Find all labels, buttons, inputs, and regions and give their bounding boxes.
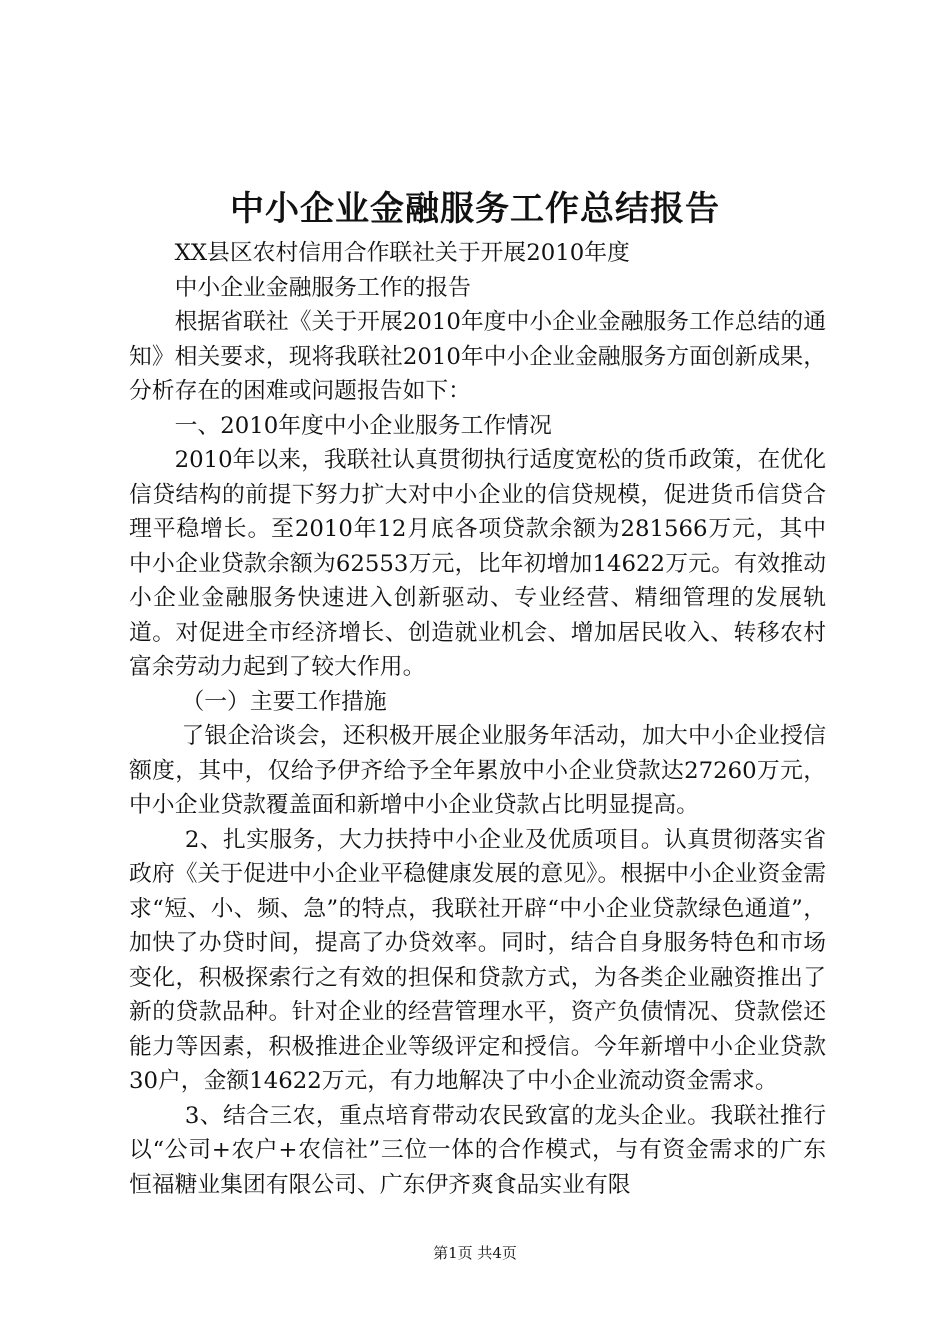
section-heading-1: 一、2010年度中小企业服务工作情况 xyxy=(174,412,552,439)
paragraph-measures-1: 了银企洽谈会，还积极开展企业服务年活动，加大中小企业授信额度，其中，仅给予伊齐给予全年累放中小企业贷款达27260万元，中小企业贷款覆盖面和新增中小企业贷款占比明显提高。 xyxy=(129,723,826,818)
paragraph-measures-2: 2、扎实服务，大力扶持中小企业及优质项目。认真贯彻落实省政府《关于促进中小企业平稳健康发展的意见》。根据中小企业资金需求“短、小、频、急”的特点，我联社开辟“中小企业贷款绿色通道”，加快了办贷时间，提高了办贷效率。同时，结合自身服务特色和市场变化，积极探索行之有效的担保和贷款方式，为各类企业融资推出了新的贷款品种。针对企业的经营管理水平，资产负债情况、贷款偿还能力等因素，积极推进企业等级评定和授信。今年新增中小企业贷款30户，金额14622万元，有力地解决了中小企业流动资金需求。 xyxy=(129,826,826,1094)
page-number: 第1页 共4页 xyxy=(433,1244,517,1262)
paragraph-intro: 根据省联社《关于开展2010年度中小企业金融服务工作总结的通知》相关要求，现将我联社2010年中小企业金融服务方面创新成果，分析存在的困难或问题报告如下： xyxy=(129,309,826,404)
document-body xyxy=(129,236,826,1202)
subsection-heading-1: （一）主要工作措施 xyxy=(181,688,387,715)
document-title: 中小企业金融服务工作总结报告 xyxy=(230,189,720,229)
paragraph-heading-line-1: XX县区农村信用合作联社关于开展2010年度 xyxy=(174,240,630,266)
paragraph-overview: 2010年以来，我联社认真贯彻执行适度宽松的货币政策，在优化信贷结构的前提下努力扩大对中小企业的信贷规模，促进货币信贷合理平稳增长。至2010年12月底各项贷款余额为281566万元，其中中小企业贷款余额为62553万元，比年初增加14622万元。有效推动小企业金融服务快速进入创新驱动、专业经营、精细管理的发展轨道。对促进全市经济增长、创造就业机会、增加居民收入、转移农村富余劳动力起到了较大作用。 xyxy=(129,447,826,680)
paragraph-measures-3: 3、结合三农，重点培育带动农民致富的龙头企业。我联社推行以“公司+农户+农信社”三位一体的合作模式，与有资金需求的广东恒福糖业集团有限公司、广东伊齐爽食品实业有限 xyxy=(129,1102,826,1198)
paragraph-heading-line-2: 中小企业金融服务工作的报告 xyxy=(174,274,471,301)
